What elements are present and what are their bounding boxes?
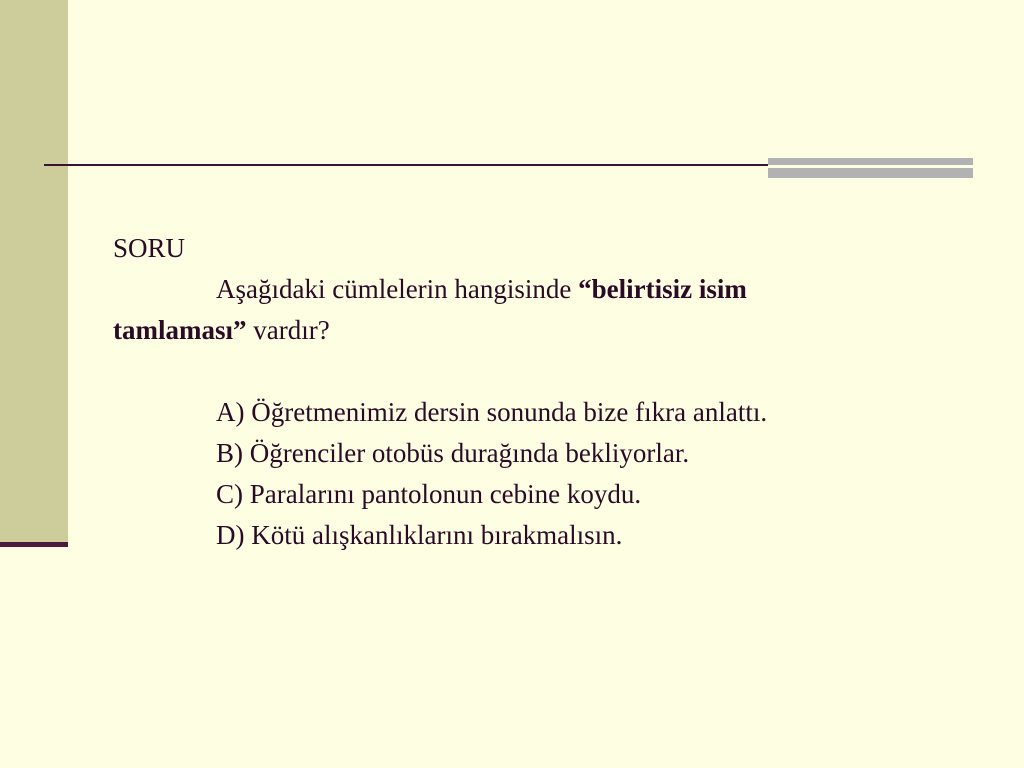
question-suffix: vardır? [246, 315, 330, 345]
question-heading: SORU [113, 233, 186, 263]
question-prefix: Aşağıdaki cümlelerin hangisinde [216, 274, 579, 304]
option-b: B) Öğrenciler otobüs durağında bekliyorlar. [216, 438, 690, 468]
question-text-line-1 [113, 269, 933, 310]
option-c: C) Paralarını pantolonun cebine koydu. [216, 479, 642, 509]
option-d: D) Kötü alışkanlıklarını bırakmalısın. [216, 520, 623, 550]
spacer [113, 351, 933, 392]
title-divider-line [44, 164, 784, 166]
decorative-gray-bars [768, 158, 973, 178]
option-a: A) Öğretmenimiz dersin sonunda bize fıkra anlattı. [216, 397, 768, 427]
question-text-line-2 [113, 310, 933, 351]
left-decorative-band [0, 0, 68, 546]
slide-content [113, 228, 933, 556]
question-emphasis-part-1: “belirtisiz isim [578, 274, 747, 304]
question-emphasis-part-2: tamlaması” [113, 315, 247, 345]
left-accent-bar [0, 542, 68, 547]
